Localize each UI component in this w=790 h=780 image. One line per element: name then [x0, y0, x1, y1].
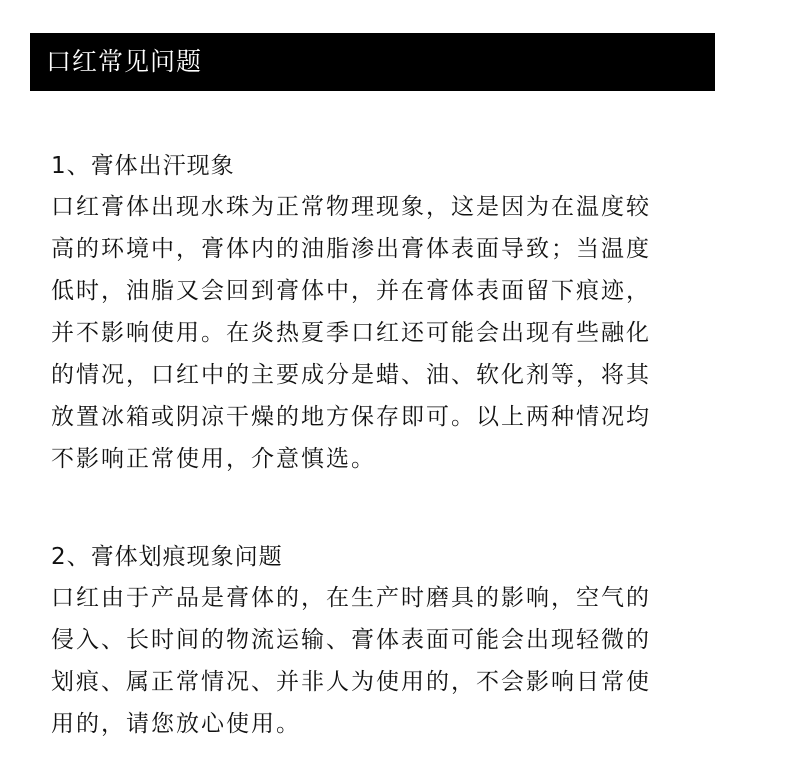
section-heading: 1、膏体出汗现象: [51, 153, 235, 179]
paragraph-line: 的情况，口红中的主要成分是蜡、油、软化剂等，将其: [51, 362, 651, 388]
paragraph-line: 口红膏体出现水珠为正常物理现象，这是因为在温度较: [51, 194, 651, 220]
paragraph-line: 高的环境中，膏体内的油脂渗出膏体表面导致；当温度: [51, 236, 651, 262]
page-title: 口红常见问题: [46, 47, 203, 76]
paragraph-line: 放置冰箱或阴凉干燥的地方保存即可。以上两种情况均: [51, 404, 651, 430]
paragraph-line: 并不影响使用。在炎热夏季口红还可能会出现有些融化: [51, 320, 651, 346]
paragraph-line: 低时，油脂又会回到膏体中，并在膏体表面留下痕迹，: [51, 278, 651, 304]
section-heading: 2、膏体划痕现象问题: [51, 544, 283, 570]
paragraph-line: 口红由于产品是膏体的，在生产时磨具的影响，空气的: [51, 585, 651, 611]
faq-section-sweating: [51, 146, 751, 480]
section-paragraph: [51, 577, 751, 745]
paragraph-line: 划痕、属正常情况、并非人为使用的，不会影响日常使: [51, 669, 651, 695]
paragraph-line: 侵入、长时间的物流运输、膏体表面可能会出现轻微的: [51, 627, 651, 653]
paragraph-line: 不影响正常使用，介意慎选。: [51, 446, 376, 472]
title-banner: [30, 33, 715, 91]
section-paragraph: [51, 186, 751, 480]
paragraph-line: 用的，请您放心使用。: [51, 711, 301, 737]
faq-section-scratches: [51, 537, 751, 745]
